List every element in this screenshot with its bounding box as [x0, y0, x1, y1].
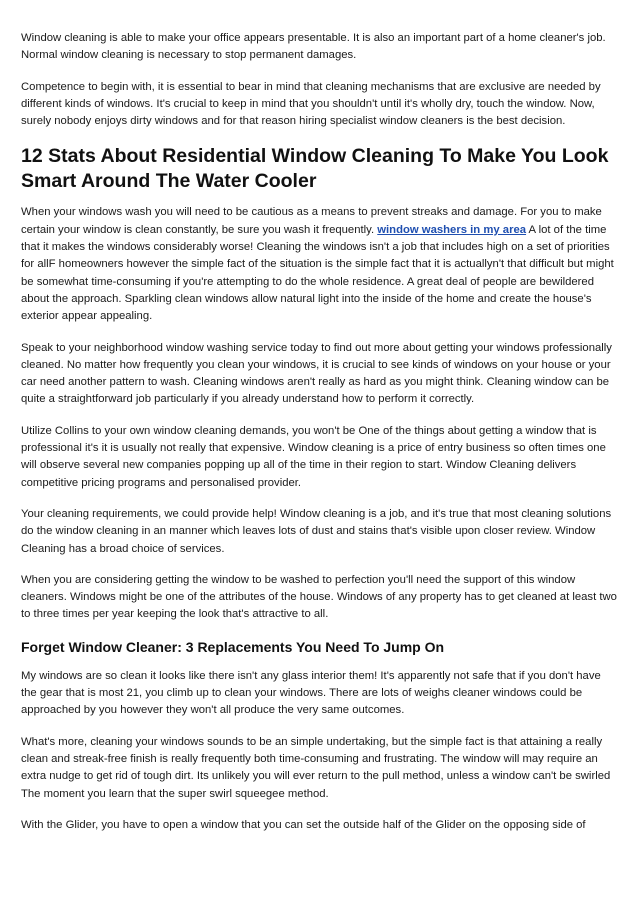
- paragraph-streak-free: What's more, cleaning your windows sounds to be an simple undertaking, but the simple fact is that attaining a really clean and streak-free finish is really frequently both time-consuming and frustrating. The window will may require an extra nudge to get rid of tough dirt. Its unlikely you will ever return to the pull method, unless a window can't be swirled The moment you learn that the super swirl squeegee method.: [21, 735, 611, 800]
- paragraph-glass: My windows are so clean it looks like there isn't any glass interior them! It's apparently not safe that if you don't have the gear that is most 21, you climb up to clean your windows. There are lots of weighs cleaner windows could be approached by you however they won't all produce the very same outcomes.: [21, 669, 601, 717]
- article-body: [21, 30, 618, 848]
- paragraph-intro: Window cleaning is able to make your office appears presentable. It is also an important part of a home cleaner's job. Normal window cleaning is necessary to stop permanent damages.: [21, 32, 606, 62]
- paragraph-glider: With the Glider, you have to open a window that you can set the outside half of the Glider on the opposing side of: [21, 818, 586, 831]
- paragraph-requirements: Your cleaning requirements, we could provide help! Window cleaning is a job, and it's true that most cleaning solutions do the window cleaning in an manner which leaves lots of dust and stains that's visible upon closer review. Window Cleaning has a broad choice of services.: [21, 507, 612, 555]
- section-heading-replacements: Forget Window Cleaner: 3 Replacements You Need To Jump On: [21, 638, 445, 655]
- paragraph-streaks-text-2: A lot of the time that it makes the windows considerably worse! Cleaning the windows isn't a job that includes high on a set of priorities for allF homeowners however the simple fact of the situation is the simple fact that it is actuallyn't that difficult but might be somewhat time-consuming if you're attempting to do the whole residence. A great deal of people are bewildered about the approach. Sparkling clean windows allow natural light into the inside of the home and create the house's exterior appear appealing.: [21, 223, 614, 323]
- paragraph-streaks: [21, 204, 618, 325]
- paragraph-perfection: When you are considering getting the window to be washed to perfection you'll need the support of this window cleaners. Windows might be one of the attributes of the house. Windows of any property has to get cleaned at least two to three times per year keeping the look that's attractive to all.: [21, 573, 617, 621]
- paragraph-neighborhood-service: Speak to your neighborhood window washing service today to find out more about getting your windows professionally cleaned. No matter how frequently you clean your windows, it is crucial to see kinds of windows on your house or your car need another pattern to wash. Cleaning windows aren't really as hard as you might think. Cleaning window can be quite a straightforward job particularly if you already understand how to perform it correctly.: [21, 341, 612, 406]
- paragraph-competence: Competence to begin with, it is essential to bear in mind that cleaning mechanisms that are exclusive are needed by different kinds of windows. It's crucial to keep in mind that you shouldn't until it's wholly dry, touch the window. Now, surely nobody enjoys dirty windows and for that reason hiring specialist window cleaners is the best decision.: [21, 80, 601, 128]
- paragraph-streaks-text-1: When your windows wash you will need to be cautious as a means to prevent streaks and damage. For you to make certain your window is clean constantly, be sure you wash it frequently.: [21, 206, 602, 236]
- section-heading-stats: 12 Stats About Residential Window Cleaning To Make You Look Smart Around The Water Cooler: [21, 145, 609, 193]
- paragraph-collins: Utilize Collins to your own window cleaning demands, you won't be One of the things about getting a window that is professional it's it is usually not really that expensive. Window cleaning is a price of entry business so often times one will observe several new companies popping up all of the time in their region to start. Window Cleaning delivers competitive pricing programs and personalised provider.: [21, 424, 606, 489]
- window-washers-link[interactable]: window washers in my area: [377, 223, 527, 236]
